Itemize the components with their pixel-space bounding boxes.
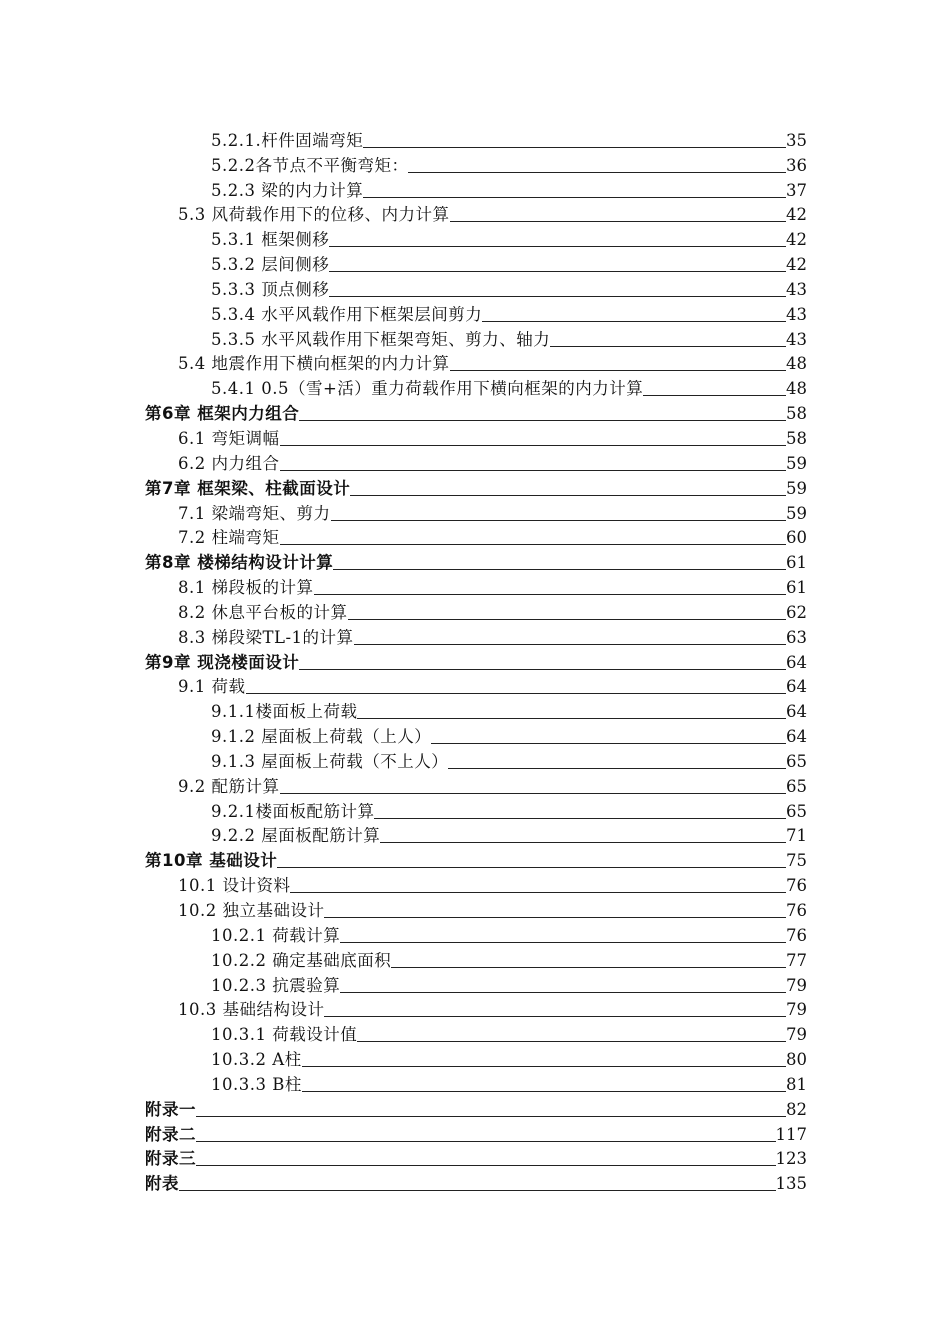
toc-entry-page-number: 37 (786, 180, 807, 200)
toc-entry-page-number: 80 (786, 1050, 807, 1070)
toc-entry-page-number: 48 (786, 354, 807, 374)
toc-entry-title: 9.2.2 屋面板配筋计算 (211, 826, 381, 846)
toc-entry-page-number: 43 (786, 304, 807, 324)
toc-entry-page-number: 76 (786, 876, 807, 896)
toc-entry[interactable] (145, 623, 807, 648)
toc-entry-title: 9.2.1楼面板配筋计算 (211, 801, 375, 821)
toc-entry-page-number: 64 (786, 677, 807, 697)
toc-leader-line (324, 1015, 786, 1017)
toc-entry[interactable] (145, 896, 807, 921)
toc-entry[interactable] (145, 524, 807, 549)
toc-entry[interactable] (145, 1169, 807, 1194)
toc-entry-page-number: 76 (786, 925, 807, 945)
toc-entry-title: 10.2.3 抗震验算 (211, 975, 341, 995)
toc-entry-page-number: 79 (786, 1000, 807, 1020)
toc-entry-title: 8.1 梯段板的计算 (178, 578, 314, 598)
toc-leader-line (450, 369, 787, 371)
toc-entry-page-number: 117 (775, 1124, 807, 1144)
toc-entry-page-number: 61 (786, 578, 807, 598)
toc-entry-title: 10.2 独立基础设计 (178, 901, 325, 920)
toc-entry-title: 第10章 基础设计 (145, 851, 278, 871)
toc-leader-line (333, 568, 786, 570)
toc-entry[interactable] (145, 176, 807, 201)
table-of-contents (145, 126, 807, 1194)
toc-entry-title: 5.2.2各节点不平衡弯矩： (211, 155, 409, 175)
toc-leader-line (324, 916, 786, 918)
toc-entry[interactable] (145, 822, 807, 847)
toc-leader-line (363, 196, 786, 198)
toc-entry-title: 10.1 设计资料 (178, 876, 291, 896)
toc-entry-page-number: 81 (786, 1074, 807, 1094)
toc-entry-page-number: 75 (786, 851, 807, 871)
toc-entry[interactable] (145, 424, 807, 449)
toc-leader-line (450, 220, 787, 222)
toc-entry-title: 第7章 框架梁、柱截面设计 (145, 478, 351, 498)
toc-entry-title: 附录二 (145, 1124, 196, 1144)
toc-entry-title: 10.2.2 确定基础底面积 (211, 950, 392, 970)
toc-leader-line (348, 618, 787, 620)
toc-entry[interactable] (145, 921, 807, 946)
toc-entry[interactable] (145, 946, 807, 971)
toc-entry-title: 5.3.1 框架侧移 (211, 230, 330, 250)
toc-entry[interactable] (145, 846, 807, 871)
toc-entry[interactable] (145, 374, 807, 399)
toc-entry-title: 5.4 地震作用下横向框架的内力计算 (178, 354, 450, 374)
toc-leader-line (380, 841, 786, 843)
toc-entry[interactable] (145, 598, 807, 623)
toc-entry-page-number: 35 (786, 130, 807, 150)
toc-leader-line (391, 966, 786, 968)
toc-entry[interactable] (145, 1070, 807, 1095)
toc-leader-line (280, 792, 787, 794)
toc-leader-line (299, 668, 786, 670)
toc-leader-line (340, 941, 786, 943)
toc-entry[interactable] (145, 548, 807, 573)
toc-leader-line (363, 146, 786, 148)
toc-leader-line (329, 270, 786, 272)
toc-entry-page-number: 43 (786, 279, 807, 299)
toc-entry-page-number: 58 (786, 404, 807, 424)
toc-entry-page-number: 65 (786, 751, 807, 771)
toc-leader-line (277, 866, 786, 868)
toc-entry-page-number: 42 (786, 255, 807, 275)
toc-leader-line (302, 1090, 786, 1092)
toc-entry[interactable] (145, 573, 807, 598)
toc-leader-line (179, 1189, 776, 1191)
toc-entry-page-number: 77 (786, 950, 807, 970)
toc-entry-page-number: 65 (786, 776, 807, 796)
toc-entry[interactable] (145, 151, 807, 176)
toc-entry-title: 9.1.2 屋面板上荷载（上人） (211, 727, 432, 747)
toc-entry[interactable] (145, 201, 807, 226)
toc-entry[interactable] (145, 250, 807, 275)
toc-entry-page-number: 76 (786, 901, 807, 920)
toc-entry-page-number: 79 (786, 975, 807, 995)
toc-entry[interactable] (145, 1095, 807, 1120)
toc-entry-page-number: 42 (786, 205, 807, 225)
toc-leader-line (329, 295, 786, 297)
toc-entry-page-number: 60 (786, 528, 807, 548)
toc-entry[interactable] (145, 772, 807, 797)
toc-leader-line (314, 593, 787, 595)
toc-leader-line (280, 543, 787, 545)
toc-leader-line (357, 1040, 786, 1042)
toc-entry-title: 7.1 梁端弯矩、剪力 (178, 503, 331, 523)
toc-leader-line (196, 1140, 776, 1142)
toc-leader-line (550, 345, 786, 347)
toc-entry-title: 第9章 现浇楼面设计 (145, 652, 300, 672)
toc-entry-page-number: 36 (786, 155, 807, 175)
toc-entry[interactable] (145, 300, 807, 325)
toc-entry[interactable] (145, 797, 807, 822)
toc-entry-title: 9.2 配筋计算 (178, 776, 280, 796)
toc-entry-page-number: 59 (786, 478, 807, 498)
toc-entry-title: 10.2.1 荷载计算 (211, 925, 341, 945)
toc-leader-line (280, 444, 787, 446)
toc-entry-title: 10.3.1 荷载设计值 (211, 1025, 358, 1045)
toc-entry-title: 附表 (145, 1174, 179, 1194)
toc-entry-page-number: 61 (786, 553, 807, 573)
toc-leader-line (374, 817, 786, 819)
toc-leader-line (280, 469, 787, 471)
toc-entry[interactable] (145, 747, 807, 772)
toc-leader-line (196, 1115, 786, 1117)
toc-entry-title: 5.3.3 顶点侧移 (211, 279, 330, 299)
toc-entry[interactable] (145, 350, 807, 375)
toc-entry[interactable] (145, 499, 807, 524)
toc-entry-title: 5.3.2 层间侧移 (211, 255, 330, 275)
toc-leader-line (329, 245, 786, 247)
toc-leader-line (431, 742, 786, 744)
toc-entry-title: 5.3.5 水平风载作用下框架弯矩、剪力、轴力 (211, 329, 551, 349)
toc-entry-page-number: 123 (775, 1149, 807, 1169)
toc-entry-page-number: 62 (786, 602, 807, 622)
toc-entry[interactable] (145, 325, 807, 350)
toc-entry[interactable] (145, 449, 807, 474)
toc-entry-title: 10.3 基础结构设计 (178, 1000, 325, 1020)
toc-leader-line (354, 643, 786, 645)
toc-entry[interactable] (145, 1120, 807, 1145)
toc-entry-title: 6.2 内力组合 (178, 453, 280, 473)
toc-entry[interactable] (145, 126, 807, 151)
toc-entry-title: 第6章 框架内力组合 (145, 404, 300, 424)
toc-entry[interactable] (145, 722, 807, 747)
toc-entry-page-number: 65 (786, 801, 807, 821)
toc-entry-title: 10.3.3 B柱 (211, 1074, 302, 1094)
toc-entry-page-number: 79 (786, 1025, 807, 1045)
toc-leader-line (340, 991, 786, 993)
toc-entry[interactable] (145, 996, 807, 1021)
toc-leader-line (448, 767, 786, 769)
toc-entry-title: 5.3 风荷载作用下的位移、内力计算 (178, 205, 450, 225)
toc-entry-page-number: 64 (786, 727, 807, 747)
toc-leader-line (357, 717, 786, 719)
toc-leader-line (302, 1065, 786, 1067)
toc-entry-page-number: 48 (786, 379, 807, 399)
toc-entry[interactable] (145, 474, 807, 499)
toc-leader-line (408, 171, 786, 173)
toc-entry[interactable] (145, 399, 807, 424)
toc-entry[interactable] (145, 1020, 807, 1045)
toc-entry-title: 5.2.1.杆件固端弯矩 (211, 130, 364, 150)
toc-entry-title: 5.2.3 梁的内力计算 (211, 180, 364, 200)
toc-leader-line (299, 419, 786, 421)
toc-entry-title: 5.3.4 水平风载作用下框架层间剪力 (211, 304, 483, 324)
toc-entry-title: 8.3 梯段梁TL-1的计算 (178, 627, 354, 647)
toc-entry-page-number: 59 (786, 503, 807, 523)
toc-entry-title: 8.2 休息平台板的计算 (178, 602, 348, 622)
toc-entry-page-number: 63 (786, 627, 807, 647)
toc-entry-title: 7.2 柱端弯矩 (178, 528, 280, 548)
toc-entry-page-number: 42 (786, 230, 807, 250)
toc-entry[interactable] (145, 648, 807, 673)
toc-entry-title: 附录三 (145, 1149, 196, 1169)
toc-leader-line (350, 494, 786, 496)
toc-entry-title: 6.1 弯矩调幅 (178, 428, 280, 448)
toc-entry[interactable] (145, 1145, 807, 1170)
toc-entry[interactable] (145, 673, 807, 698)
toc-entry-page-number: 71 (786, 826, 807, 846)
toc-entry[interactable] (145, 871, 807, 896)
toc-entry-page-number: 59 (786, 453, 807, 473)
toc-entry-page-number: 82 (786, 1099, 807, 1119)
toc-entry-page-number: 64 (786, 702, 807, 722)
toc-leader-line (482, 320, 786, 322)
toc-entry-title: 9.1.3 屋面板上荷载（不上人） (211, 751, 449, 771)
toc-entry-page-number: 135 (775, 1174, 807, 1194)
toc-entry-title: 9.1.1楼面板上荷载 (211, 702, 358, 722)
toc-leader-line (246, 692, 787, 694)
toc-entry-page-number: 58 (786, 428, 807, 448)
toc-entry-title: 9.1 荷载 (178, 677, 246, 697)
toc-entry-title: 10.3.2 A柱 (211, 1050, 302, 1070)
toc-entry-title: 5.4.1 0.5（雪+活）重力荷载作用下横向框架的内力计算 (211, 379, 644, 399)
toc-entry[interactable] (145, 697, 807, 722)
toc-leader-line (290, 891, 786, 893)
toc-leader-line (331, 519, 787, 521)
toc-leader-line (196, 1164, 776, 1166)
toc-entry[interactable] (145, 275, 807, 300)
toc-entry-page-number: 64 (786, 652, 807, 672)
toc-entry[interactable] (145, 225, 807, 250)
toc-entry[interactable] (145, 971, 807, 996)
toc-entry[interactable] (145, 1045, 807, 1070)
toc-entry-page-number: 43 (786, 329, 807, 349)
toc-leader-line (643, 394, 786, 396)
toc-entry-title: 第8章 楼梯结构设计计算 (145, 553, 334, 573)
toc-entry-title: 附录一 (145, 1099, 196, 1119)
